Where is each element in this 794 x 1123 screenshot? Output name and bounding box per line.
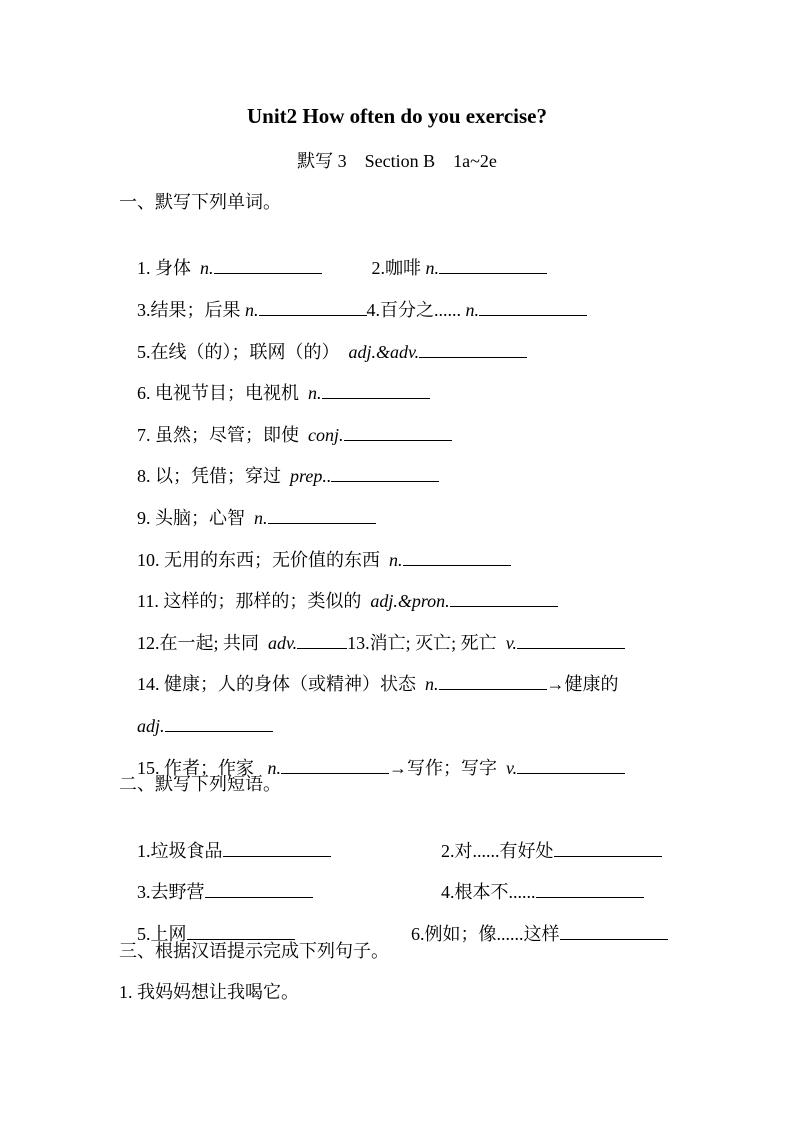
question-10-pos: n. — [389, 550, 403, 570]
question-2-text: 2.咖啡 — [371, 258, 426, 278]
question-15-pos-2: v. — [506, 758, 518, 778]
phrase-6-text: 6.例如；像......这样 — [411, 924, 560, 944]
question-8-text: 8. 以；凭借；穿过 — [137, 466, 290, 486]
phrase-blank-4[interactable] — [536, 879, 644, 898]
answer-blank-15b[interactable] — [517, 755, 625, 774]
question-9-pos: n. — [254, 508, 268, 528]
question-10-text: 10. 无用的东西；无价值的东西 — [137, 550, 389, 570]
phrase-blank-5[interactable] — [187, 921, 295, 940]
phrase-6 — [393, 897, 668, 970]
phrase-2-text: 2.对......有好处 — [441, 841, 554, 861]
phrase-blank-3[interactable] — [205, 879, 313, 898]
question-11-text: 11. 这样的；那样的；类似的 — [137, 591, 371, 611]
question-15-arrow-text: →写作；写字 — [389, 758, 506, 778]
question-3-pos: n. — [245, 300, 259, 320]
answer-blank-5[interactable] — [419, 339, 527, 358]
question-6-text: 6. 电视节目；电视机 — [137, 383, 308, 403]
worksheet-title: Unit2 How often do you exercise? — [247, 104, 547, 128]
question-5-text: 5.在线（的）；联网（的） — [137, 342, 349, 362]
answer-blank-9[interactable] — [268, 505, 376, 524]
question-12-pos: adv. — [268, 633, 298, 653]
question-8-pos: prep.. — [290, 466, 332, 486]
question-15-pos: n. — [267, 758, 281, 778]
answer-blank-1[interactable] — [214, 255, 322, 274]
answer-blank-3[interactable] — [259, 297, 367, 316]
question-2-pos: n. — [425, 258, 439, 278]
phrase-1-text: 1.垃圾食品 — [137, 841, 223, 861]
answer-blank-8[interactable] — [331, 463, 439, 482]
phrase-5-text: 5.上网 — [137, 924, 187, 944]
question-5-pos: adj.&adv. — [348, 342, 420, 362]
question-1-pos: n. — [200, 258, 214, 278]
answer-blank-15a[interactable] — [281, 755, 389, 774]
question-14-pos: n. — [425, 674, 439, 694]
answer-blank-14b[interactable] — [165, 713, 273, 732]
question-14-pos-2: adj. — [137, 716, 165, 736]
section-1-heading: 一、默写下列单词。 — [119, 192, 281, 212]
question-12-text: 12.在一起; 共同 — [137, 633, 269, 653]
question-14-arrow-text: →健康的 — [546, 674, 619, 694]
section-3-heading: 三、根据汉语提示完成下列句子。 — [119, 941, 389, 961]
answer-blank-2[interactable] — [439, 255, 547, 274]
phrase-3-text: 3.去野营 — [137, 882, 205, 902]
answer-blank-4[interactable] — [479, 297, 587, 316]
question-4-pos: n. — [465, 300, 479, 320]
phrase-4-text: 4.根本不...... — [441, 882, 536, 902]
question-6-pos: n. — [308, 383, 322, 403]
answer-blank-14a[interactable] — [439, 671, 547, 690]
question-7-text: 7. 虽然；尽管；即使 — [137, 425, 308, 445]
phrase-blank-6[interactable] — [560, 921, 668, 940]
section-2-heading: 二、默写下列短语。 — [119, 774, 281, 794]
worksheet-subtitle: 默写 3 Section B 1a~2e — [297, 151, 497, 171]
question-13-pos: v. — [505, 633, 517, 653]
answer-blank-6[interactable] — [322, 380, 430, 399]
question-14-text: 14. 健康；人的身体（或精神）状态 — [137, 674, 425, 694]
question-1-text: 1. 身体 — [137, 258, 200, 278]
question-15-text: 15. 作者；作家 — [137, 758, 268, 778]
question-3-text: 3.结果；后果 — [137, 300, 245, 320]
question-9-text: 9. 头脑；心智 — [137, 508, 254, 528]
question-4-text: 4.百分之...... — [366, 300, 466, 320]
answer-blank-11[interactable] — [450, 588, 558, 607]
sentence-1: 1. 我妈妈想让我喝它。 — [119, 982, 299, 1002]
question-11-pos: adj.&pron. — [370, 591, 450, 611]
question-13-text: 13.消亡; 灭亡; 死亡 — [347, 633, 506, 653]
question-7-pos: conj. — [308, 425, 344, 445]
